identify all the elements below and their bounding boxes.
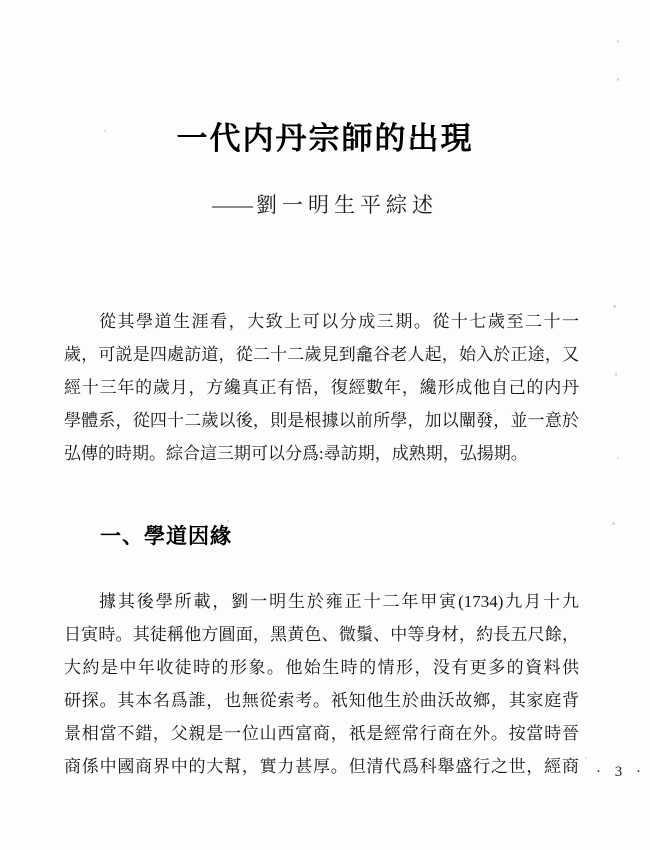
scan-speck [617, 78, 619, 81]
scan-speck [617, 457, 619, 459]
text-line: 景相當不錯，父親是一位山西富商，祇是經常行商在外。按當時晉 [64, 724, 579, 743]
text-line: 學體系，從四十二歲以後，則是根據以前所學，加以闡發，並一意於 [64, 411, 579, 430]
text-line: 從其學道生涯看，大致上可以分成三期。從十七歲至二十一 [99, 312, 579, 331]
subtitle-dash: —— [212, 193, 252, 217]
text-line: 經十三年的歲月，方纔真正有悟，復經數年，纔形成他自己的内丹 [64, 378, 579, 397]
chapter-title: 一代内丹宗師的出現 [176, 121, 474, 156]
scan-speck [104, 130, 106, 132]
scan-speck [612, 522, 615, 525]
text-line: 研探。其本名爲誰，也無從索考。祇知他生於曲沃故鄉，其家庭背 [64, 691, 579, 710]
paragraph-biography [64, 585, 579, 783]
scan-speck [613, 305, 616, 308]
text-line: 大約是中年收徒時的形象。他始生時的情形，没有更多的資料供 [64, 658, 579, 677]
page-number: · 3 · [596, 764, 646, 780]
subtitle-text: 劉一明生平綜述 [256, 193, 438, 217]
text-line: 歲，可説是四處訪道，從二十二歲見到龕谷老人起，始入於正途，又 [64, 345, 579, 364]
text-line: 日寅時。其徒稱他方圓面，黑黄色、微鬚、中等身材，約長五尺餘， [64, 625, 579, 644]
paragraph-intro [64, 305, 579, 470]
chapter-subtitle [0, 189, 650, 219]
section-heading: 一、學道因緣 [100, 525, 232, 548]
scan-speck [617, 40, 619, 43]
scan-speck [227, 520, 229, 522]
text-line: 據其後學所載，劉一明生於雍正十二年甲寅(1734)九月十九 [99, 592, 579, 611]
scan-speck [615, 373, 617, 376]
text-line: 弘傳的時期。綜合這三期可以分爲:尋訪期，成熟期，弘揚期。 [64, 444, 528, 463]
text-line: 商係中國商界中的大幫，實力甚厚。但清代爲科舉盛行之世，經商 [64, 757, 579, 776]
scan-speck [585, 757, 587, 759]
